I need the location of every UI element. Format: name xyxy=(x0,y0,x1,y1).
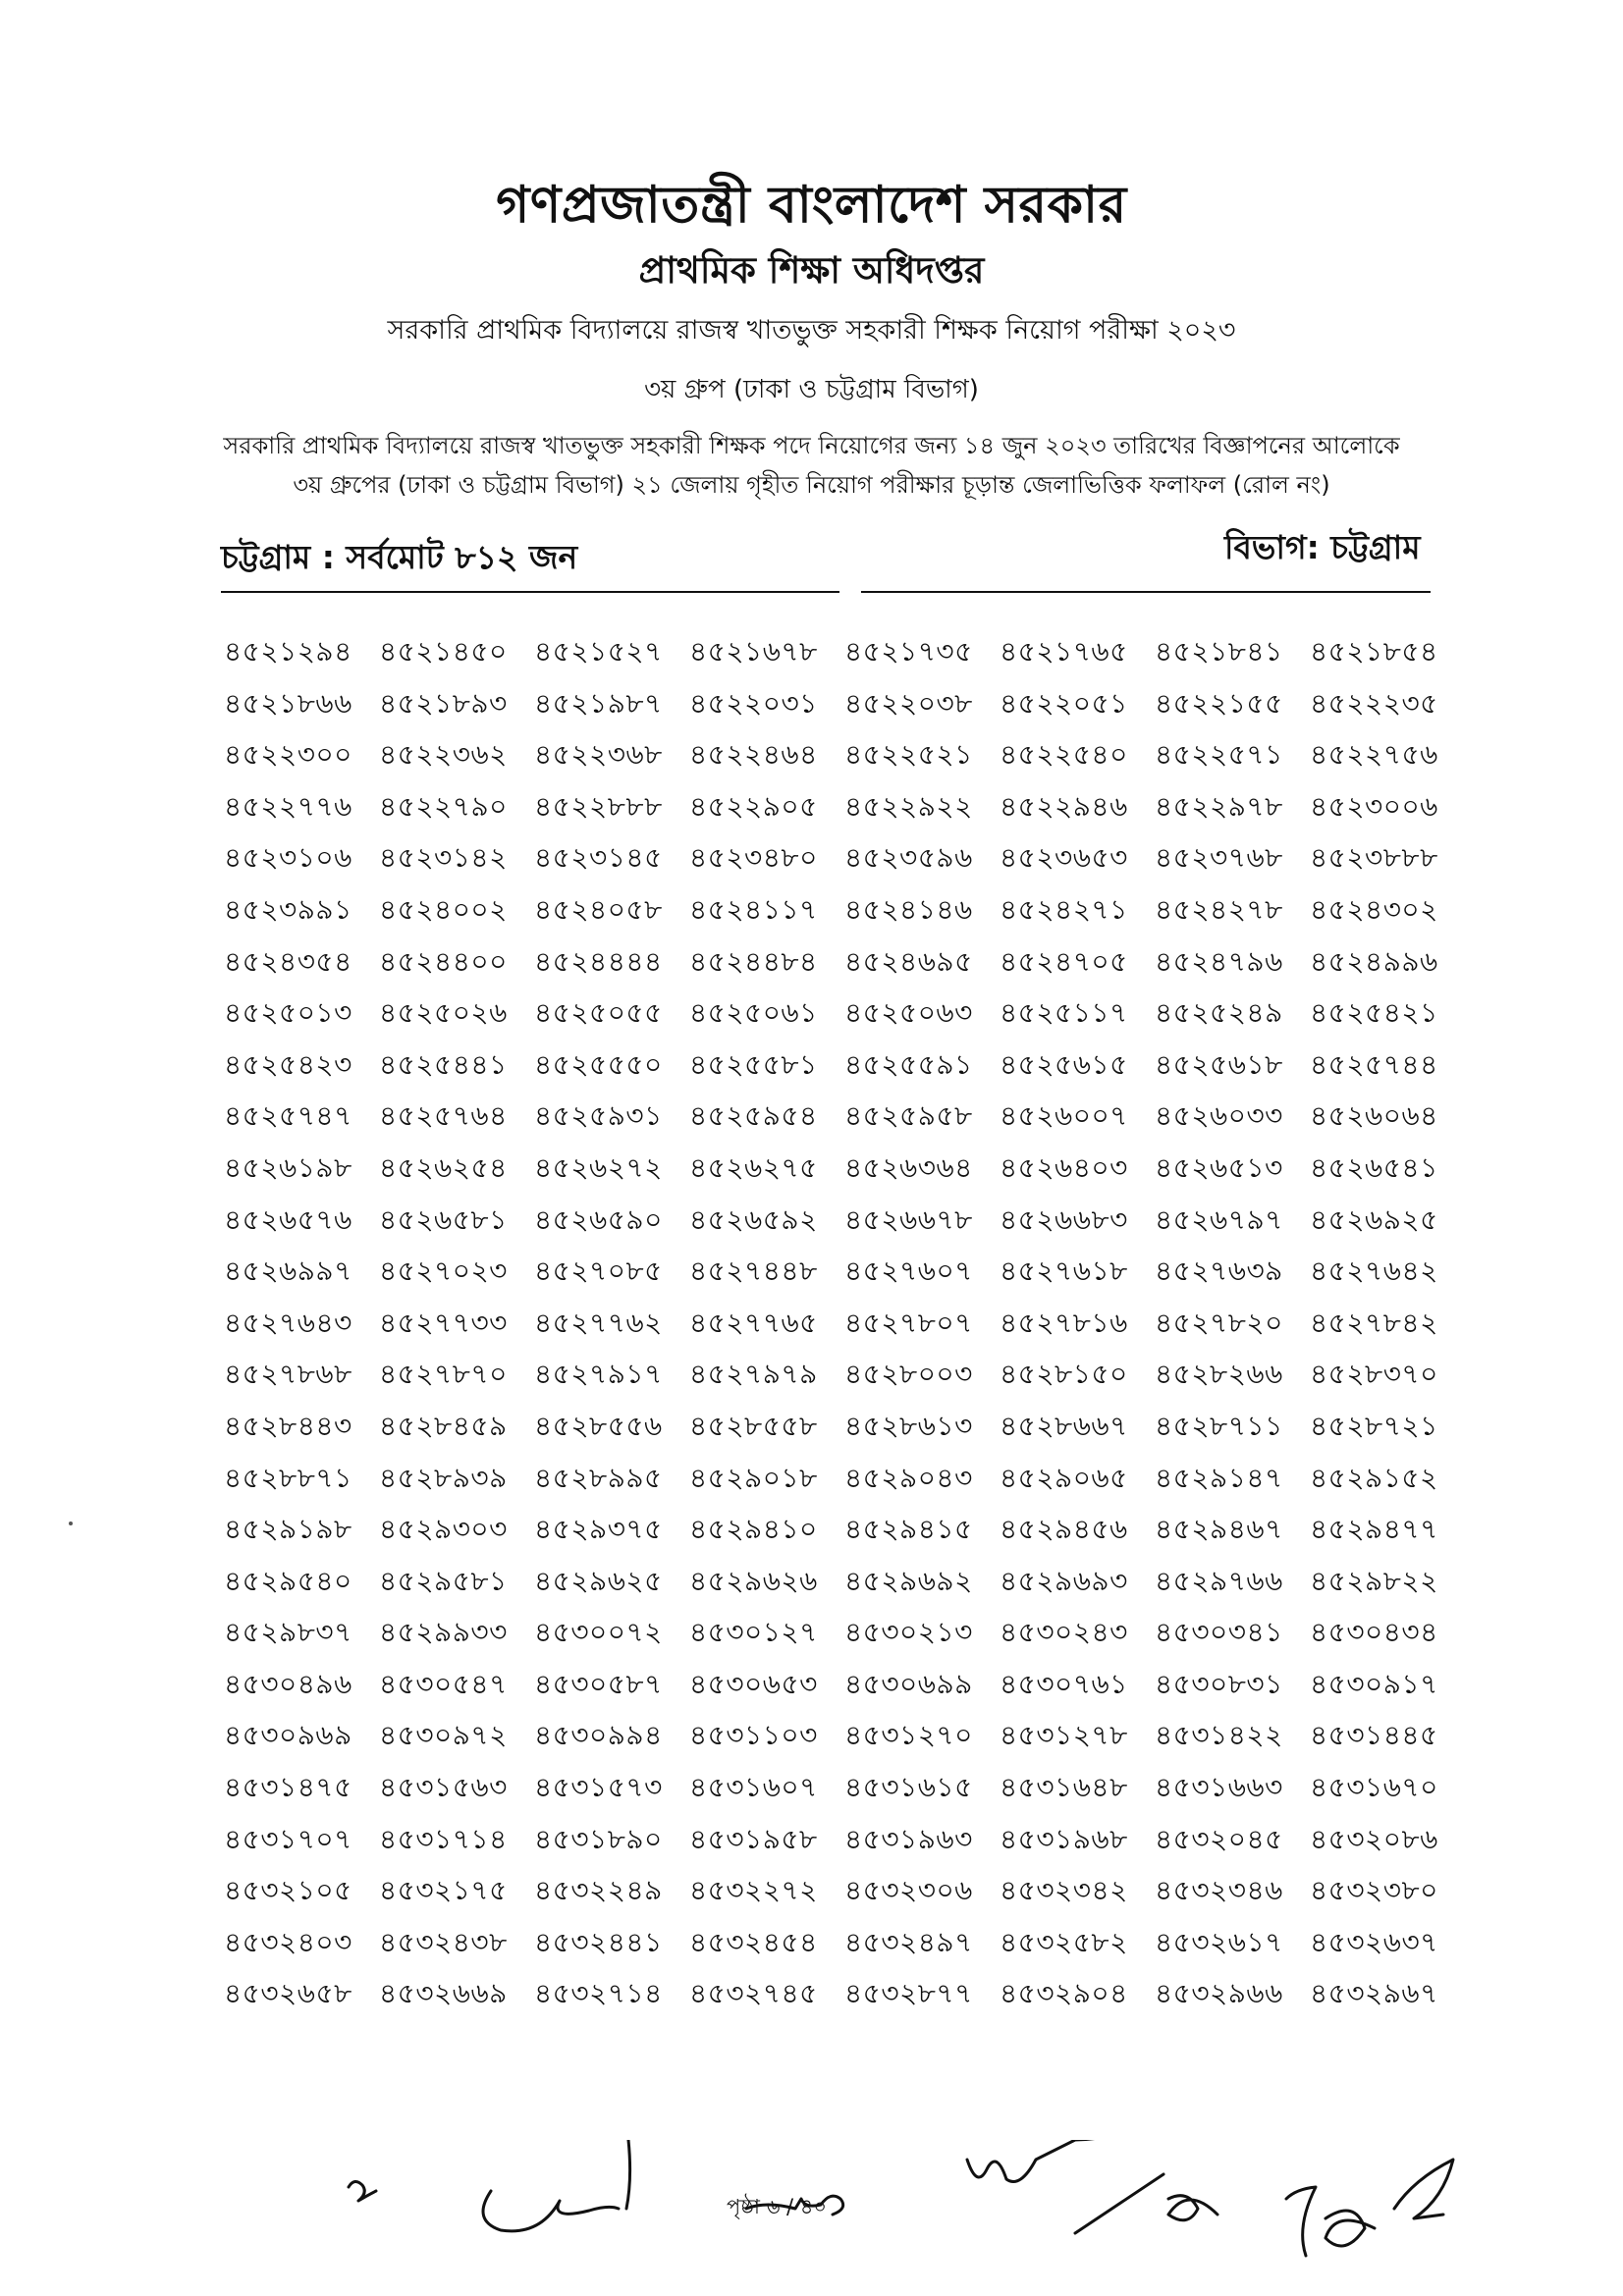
roll-number: ৪৫২৯৩০৩ xyxy=(379,1513,508,1546)
roll-number: ৪৫২৭৪৪৮ xyxy=(689,1255,818,1288)
exam-title: সরকারি প্রাথমিক বিদ্যালয়ে রাজস্ব খাতভুক্ত সহকারী শিক্ষক নিয়োগ পরীক্ষা ২০২৩ xyxy=(387,315,1236,346)
roll-number: ৪৫২৮৮৭১ xyxy=(224,1461,352,1494)
roll-number: ৪৫৩২০৮৬ xyxy=(1310,1822,1438,1855)
roll-number: ৪৫২৬৫১৩ xyxy=(1155,1150,1283,1184)
roll-number: ৪৫৩০২৪৩ xyxy=(1000,1616,1128,1649)
signature-5 xyxy=(1075,2174,1217,2233)
roll-number: ৪৫২৬২৭২ xyxy=(534,1150,663,1184)
roll-number: ৪৫৩২৯৬৬ xyxy=(1155,1977,1283,2010)
roll-number: ৪৫৩০৪৯৬ xyxy=(224,1667,352,1700)
roll-number: ৪৫২২৪৬৪ xyxy=(689,738,818,772)
roll-number: ৪৫২৬০৩৩ xyxy=(1155,1099,1283,1133)
roll-number: ৪৫৩১৬৭০ xyxy=(1310,1771,1438,1804)
roll-number: ৪৫৩১২৭০ xyxy=(844,1719,973,1752)
roll-number: ৪৫২৯৫৪০ xyxy=(224,1564,352,1597)
roll-number: ৪৫২৬৫৪১ xyxy=(1310,1150,1438,1184)
roll-number: ৪৫৩১৮৯০ xyxy=(534,1822,663,1855)
roll-number-grid xyxy=(224,626,1461,2020)
roll-number: ৪৫৩১৪৪৫ xyxy=(1310,1719,1438,1752)
roll-number: ৪৫২৫৫৯১ xyxy=(844,1047,973,1081)
roll-number: ৪৫৩০৬৯৯ xyxy=(844,1667,973,1700)
signature-1 xyxy=(349,2181,376,2201)
department-title: প্রাথমিক শিক্ষা অধিদপ্তর xyxy=(638,249,985,292)
roll-number: ৪৫২৯৪৫৬ xyxy=(1000,1513,1128,1546)
roll-number: ৪৫২৩০০৬ xyxy=(1310,789,1438,823)
roll-number: ৪৫২৮৫৫৬ xyxy=(534,1409,663,1442)
roll-number: ৪৫৩১৬০৭ xyxy=(689,1771,818,1804)
roll-number: ৪৫২৯৬৯৩ xyxy=(1000,1564,1128,1597)
roll-number: ৪৫৩১৯৬৩ xyxy=(844,1822,973,1855)
roll-number: ৪৫২৪৬৯৫ xyxy=(844,944,973,978)
roll-number: ৪৫২৬৩৬৪ xyxy=(844,1150,973,1184)
roll-number: ৪৫২৮৪৪৩ xyxy=(224,1409,352,1442)
roll-number: ৪৫৩২৯৬৭ xyxy=(1310,1977,1438,2010)
roll-number: ৪৫২৭৬৪৩ xyxy=(224,1306,352,1339)
roll-number: ৪৫৩১৫৭৩ xyxy=(534,1771,663,1804)
signature-4 xyxy=(967,2140,1114,2182)
roll-number: ৪৫২৯০৬৫ xyxy=(1000,1461,1128,1494)
roll-number: ৪৫৩২৪৩৮ xyxy=(379,1925,508,1958)
roll-number: ৪৫৩০০৭২ xyxy=(534,1616,663,1649)
roll-number: ৪৫২৪২৭৮ xyxy=(1155,892,1283,926)
roll-number: ৪৫৩০৭৬১ xyxy=(1000,1667,1128,1700)
roll-number: ৪৫২৬৬৮৩ xyxy=(1000,1202,1128,1236)
roll-number: ৪৫৩২৩০৬ xyxy=(844,1874,973,1907)
roll-number: ৪৫২২৩৬৮ xyxy=(534,738,663,772)
roll-number: ৪৫২২০৩১ xyxy=(689,686,818,720)
roll-number: ৪৫২৭৭৬৫ xyxy=(689,1306,818,1339)
roll-number: ৪৫৩১২৭৮ xyxy=(1000,1719,1128,1752)
roll-number: ৪৫৩১৪৭৫ xyxy=(224,1771,352,1804)
roll-number: ৪৫২৯৪৭৭ xyxy=(1310,1513,1438,1546)
roll-number: ৪৫২৩৫৯৬ xyxy=(844,841,973,875)
roll-number: ৪৫৩০৫৮৭ xyxy=(534,1667,663,1700)
roll-number: ৪৫৩২৭৪৫ xyxy=(689,1977,818,2010)
roll-number: ৪৫২৩৬৫৩ xyxy=(1000,841,1128,875)
roll-number: ৪৫২৮৬১৩ xyxy=(844,1409,973,1442)
roll-number: ৪৫২১৬৭৮ xyxy=(689,635,818,667)
roll-number: ৪৫২৭৮৬৮ xyxy=(224,1358,352,1391)
roll-number: ৪৫৩১১০৩ xyxy=(689,1719,818,1752)
roll-number: ৪৫৩০৯৭২ xyxy=(379,1719,508,1752)
roll-number: ৪৫২৩৯৯১ xyxy=(224,892,352,926)
roll-number: ৪৫২৬৫৯২ xyxy=(689,1202,818,1236)
roll-number: ৪৫৩১৯৬৮ xyxy=(1000,1822,1128,1855)
roll-number: ৪৫২৮৪৫৯ xyxy=(379,1409,508,1442)
roll-number: ৪৫৩২৬১৭ xyxy=(1155,1925,1283,1958)
roll-number: ৪৫২২০৫১ xyxy=(1000,686,1128,720)
division-label: বিভাগ: চট্টগ্রাম xyxy=(1224,528,1421,566)
roll-number: ৪৫৩২৪৯৭ xyxy=(844,1925,973,1958)
roll-number: ৪৫৩১৯৫৮ xyxy=(689,1822,818,1855)
roll-number: ৪৫২৭৭৩৩ xyxy=(379,1306,508,1339)
roll-number: ৪৫২২৭৯০ xyxy=(379,789,508,823)
margin-dot xyxy=(69,1522,73,1525)
signature-3 xyxy=(746,2196,843,2215)
roll-number: ৪৫২৯১৪৭ xyxy=(1155,1461,1283,1494)
roll-number: ৪৫২৮০০৩ xyxy=(844,1358,973,1391)
notice-line-2: ৩য় গ্রুপের (ঢাকা ও চট্টগ্রাম বিভাগ) ২১ জেলায় গৃহীত নিয়োগ পরীক্ষার চূড়ান্ত জেলাভিত্তিক ফলাফল (রোল নং) xyxy=(293,471,1330,499)
roll-number: ৪৫২৬০৬৪ xyxy=(1310,1099,1438,1133)
underline-right xyxy=(861,591,1431,593)
roll-number: ৪৫২৪৭৯৬ xyxy=(1155,944,1283,978)
roll-number: ৪৫২৫৯৫৪ xyxy=(689,1099,818,1133)
roll-number: ৪৫২৩১৪৫ xyxy=(534,841,663,875)
roll-number: ৪৫২৪৪০০ xyxy=(379,944,508,978)
roll-number: ৪৫৩১৭০৭ xyxy=(224,1822,352,1855)
roll-number: ৪৫২৬৫৯০ xyxy=(534,1202,663,1236)
roll-number: ৪৫২৯৪৬৭ xyxy=(1155,1513,1283,1546)
roll-number: ৪৫২৯১৫২ xyxy=(1310,1461,1438,1494)
roll-number: ৪৫৩২৪০৩ xyxy=(224,1925,352,1958)
roll-number: ৪৫২৫১১৭ xyxy=(1000,996,1128,1030)
roll-number: ৪৫২২৯৪৬ xyxy=(1000,789,1128,823)
roll-number: ৪৫৩২২৪৯ xyxy=(534,1874,663,1907)
roll-number: ৪৫২৫৭৬৪ xyxy=(379,1099,508,1133)
roll-number: ৪৫২৮৬৬৭ xyxy=(1000,1409,1128,1442)
roll-number: ৪৫২২৯২২ xyxy=(844,789,973,823)
notice-text xyxy=(0,426,1623,505)
roll-number: ৪৫২৯৮২২ xyxy=(1310,1564,1438,1597)
roll-number: ৪৫২৭৬৩৯ xyxy=(1155,1255,1283,1288)
roll-number: ৪৫২৪১১৭ xyxy=(689,892,818,926)
roll-number: ৪৫২৯৪১৫ xyxy=(844,1513,973,1546)
roll-number: ৪৫৩২২৭২ xyxy=(689,1874,818,1907)
roll-number: ৪৫২২৩০০ xyxy=(224,738,352,772)
roll-number: ৪৫৩২০৪৫ xyxy=(1155,1822,1283,1855)
roll-number: ৪৫২৯৭৬৬ xyxy=(1155,1564,1283,1597)
roll-number: ৪৫২৬৭৯৭ xyxy=(1155,1202,1283,1236)
roll-number: ৪৫২৫৫৫০ xyxy=(534,1047,663,1081)
roll-number: ৪৫২৪৯৯৬ xyxy=(1310,944,1438,978)
roll-number: ৪৫২৬২৫৪ xyxy=(379,1150,508,1184)
roll-number: ৪৫২৬৫৭৬ xyxy=(224,1202,352,1236)
roll-number: ৪৫২৫০২৬ xyxy=(379,996,508,1030)
roll-number: ৪৫৩২৬৬৯ xyxy=(379,1977,508,2010)
roll-number: ৪৫৩২৭১৪ xyxy=(534,1977,663,2010)
roll-number: ৪৫২৮১৫০ xyxy=(1000,1358,1128,1391)
page-number: পৃষ্ঠা ৬ / ৪০ xyxy=(727,2195,828,2218)
roll-number: ৪৫২৬৪০৩ xyxy=(1000,1150,1128,1184)
roll-number: ৪৫৩০৩৪১ xyxy=(1155,1616,1283,1649)
roll-number: ৪৫২২৭৫৬ xyxy=(1310,738,1438,772)
roll-number: ৪৫২৭৮৪২ xyxy=(1310,1306,1438,1339)
roll-number: ৪৫২৯৬২৬ xyxy=(689,1564,818,1597)
roll-number: ৪৫২৩১০৬ xyxy=(224,841,352,875)
roll-number: ৪৫২৭০২৩ xyxy=(379,1255,508,1288)
roll-number: ৪৫২২৯০৫ xyxy=(689,789,818,823)
roll-number: ৪৫৩০৪৩৪ xyxy=(1310,1616,1438,1649)
roll-number: ৪৫২৫৪২৩ xyxy=(224,1047,352,1081)
roll-number: ৪৫২২৫৭১ xyxy=(1155,738,1283,772)
roll-number: ৪৫২১৭৩৫ xyxy=(844,635,973,667)
underline-left xyxy=(221,591,839,593)
roll-number: ৪৫২৪০০২ xyxy=(379,892,508,926)
roll-number: ৪৫২১৮৯৩ xyxy=(379,686,508,720)
roll-number: ৪৫২৪৩০২ xyxy=(1310,892,1438,926)
roll-number: ৪৫৩২৪৫৪ xyxy=(689,1925,818,1958)
roll-number: ৪৫২৮২৬৬ xyxy=(1155,1358,1283,1391)
roll-number: ৪৫২৫৪৪১ xyxy=(379,1047,508,1081)
roll-number: ৪৫২৬৯২৫ xyxy=(1310,1202,1438,1236)
roll-number: ৪৫৩২৯০৪ xyxy=(1000,1977,1128,2010)
roll-number: ৪৫২২৫২১ xyxy=(844,738,973,772)
roll-number: ৪৫২১২৯৪ xyxy=(224,635,352,667)
roll-number: ৪৫২১৫২৭ xyxy=(534,635,663,667)
roll-number: ৪৫৩১৭১৪ xyxy=(379,1822,508,1855)
roll-number: ৪৫২৭৬০৭ xyxy=(844,1255,973,1288)
roll-number: ৪৫২১৮৫৪ xyxy=(1310,635,1438,667)
roll-number: ৪৫২৭৮১৬ xyxy=(1000,1306,1128,1339)
roll-number: ৪৫২৫৭৪৭ xyxy=(224,1099,352,1133)
roll-number: ৪৫২৪৭০৫ xyxy=(1000,944,1128,978)
roll-number: ৪৫২৯০১৮ xyxy=(689,1461,818,1494)
roll-number: ৪৫২২১৫৫ xyxy=(1155,686,1283,720)
roll-number: ৪৫২২৫৪০ xyxy=(1000,738,1128,772)
roll-number: ৪৫৩০৯৬৯ xyxy=(224,1719,352,1752)
roll-number: ৪৫৩১৬৪৮ xyxy=(1000,1771,1128,1804)
govt-title: গণপ্রজাতন্ত্রী বাংলাদেশ সরকার xyxy=(496,176,1127,235)
roll-number: ৪৫২৫০১৩ xyxy=(224,996,352,1030)
roll-number: ৪৫২৯৪১০ xyxy=(689,1513,818,1546)
signature-6 xyxy=(1286,2160,1453,2256)
roll-number: ৪৫২৩১৪২ xyxy=(379,841,508,875)
roll-number: ৪৫২৯৯৩৩ xyxy=(379,1616,508,1649)
roll-number: ৪৫২১৯৮৭ xyxy=(534,686,663,720)
roll-number: ৪৫৩২৫৮২ xyxy=(1000,1925,1128,1958)
roll-number: ৪৫২৫২৪৯ xyxy=(1155,996,1283,1030)
roll-number: ৪৫২৫৬১৮ xyxy=(1155,1047,1283,1081)
roll-number: ৪৫২৩৮৮৮ xyxy=(1310,841,1438,875)
roll-number: ৪৫২৫০৬১ xyxy=(689,996,818,1030)
roll-number: ৪৫২৪২৭১ xyxy=(1000,892,1128,926)
roll-number: ৪৫২৬৬৭৮ xyxy=(844,1202,973,1236)
district-total: চট্টগ্রাম : সর্বমোট ৮১২ জন xyxy=(221,538,578,576)
roll-number: ৪৫২৯০৪৩ xyxy=(844,1461,973,1494)
roll-number: ৪৫২৪০৫৮ xyxy=(534,892,663,926)
roll-number: ৪৫৩০৯১৭ xyxy=(1310,1667,1438,1700)
roll-number: ৪৫২৭০৮৫ xyxy=(534,1255,663,1288)
roll-number: ৪৫২৬২৭৫ xyxy=(689,1150,818,1184)
roll-number: ৪৫২২৮৮৮ xyxy=(534,789,663,823)
roll-number: ৪৫২৩৭৬৮ xyxy=(1155,841,1283,875)
roll-number: ৪৫৩২১৭৫ xyxy=(379,1874,508,1907)
roll-number: ৪৫২৭৯১৭ xyxy=(534,1358,663,1391)
roll-number: ৪৫২৬৫৮১ xyxy=(379,1202,508,1236)
roll-number: ৪৫২৭৯৭৯ xyxy=(689,1358,818,1391)
roll-number: ৪৫৩০৯৯৪ xyxy=(534,1719,663,1752)
signature-2 xyxy=(483,2140,630,2231)
roll-number: ৪৫২৮৭১১ xyxy=(1155,1409,1283,1442)
roll-number: ৪৫২৫৭৪৪ xyxy=(1310,1047,1438,1081)
notice-line-1: সরকারি প্রাথমিক বিদ্যালয়ে রাজস্ব খাতভুক্ত সহকারী শিক্ষক পদে নিয়োগের জন্য ১৪ জুন ২০২৩ তারিখের বিজ্ঞাপনের আলোকে xyxy=(223,432,1400,459)
roll-number: ৪৫২৮৯৩৯ xyxy=(379,1461,508,1494)
roll-number: ৪৫২৪৩৫৪ xyxy=(224,944,352,978)
roll-number: ৪৫৩১৪২২ xyxy=(1155,1719,1283,1752)
roll-number: ৪৫২৫০৬৩ xyxy=(844,996,973,1030)
roll-number: ৪৫২৭৭৬২ xyxy=(534,1306,663,1339)
roll-number: ৪৫২১৮৬৬ xyxy=(224,686,352,720)
roll-number: ৪৫৩০৬৫৩ xyxy=(689,1667,818,1700)
roll-number: ৪৫৩০২১৩ xyxy=(844,1616,973,1649)
roll-number: ৪৫২৬০০৭ xyxy=(1000,1099,1128,1133)
roll-number: ৪৫২৫৪২১ xyxy=(1310,996,1438,1030)
roll-number: ৪৫২৭৮২০ xyxy=(1155,1306,1283,1339)
roll-number: ৪৫২২৯৭৮ xyxy=(1155,789,1283,823)
roll-number: ৪৫২৪৪৪৪ xyxy=(534,944,663,978)
roll-number: ৪৫৩২৬৫৮ xyxy=(224,1977,352,2010)
roll-number: ৪৫২৬৯৯৭ xyxy=(224,1255,352,1288)
roll-number: ৪৫৩০১২৭ xyxy=(689,1616,818,1649)
roll-number: ৪৫২৫৯৫৮ xyxy=(844,1099,973,1133)
roll-number: ৪৫২২২৩৫ xyxy=(1310,686,1438,720)
roll-number: ৪৫২৯৮৩৭ xyxy=(224,1616,352,1649)
roll-number: ৪৫২২৭৭৬ xyxy=(224,789,352,823)
roll-number: ৪৫২৮৯৯৫ xyxy=(534,1461,663,1494)
roll-number: ৪৫৩২৮৭৭ xyxy=(844,1977,973,2010)
roll-number: ৪৫২৫০৫৫ xyxy=(534,996,663,1030)
roll-number: ৪৫২৭৬১৮ xyxy=(1000,1255,1128,1288)
roll-number: ৪৫২১৮৪১ xyxy=(1155,635,1283,667)
roll-number: ৪৫২৭৮০৭ xyxy=(844,1306,973,1339)
roll-number: ৪৫৩১৬৬৩ xyxy=(1155,1771,1283,1804)
roll-number: ৪৫২৫৬১৫ xyxy=(1000,1047,1128,1081)
roll-number: ৪৫২৭৬৪২ xyxy=(1310,1255,1438,1288)
group-title: ৩য় গ্রুপ (ঢাকা ও চট্টগ্রাম বিভাগ) xyxy=(644,375,979,404)
roll-number: ৪৫৩২৩৪৬ xyxy=(1155,1874,1283,1907)
roll-number: ৪৫২৪৪৮৪ xyxy=(689,944,818,978)
roll-number: ৪৫২৬১৯৮ xyxy=(224,1150,352,1184)
roll-number: ৪৫২৮৫৫৮ xyxy=(689,1409,818,1442)
roll-number: ৪৫৩১৬১৫ xyxy=(844,1771,973,1804)
roll-number: ৪৫২৮৩৭০ xyxy=(1310,1358,1438,1391)
roll-number: ৪৫৩২৩৮০ xyxy=(1310,1874,1438,1907)
roll-number: ৪৫২৯৩৭৫ xyxy=(534,1513,663,1546)
roll-number: ৪৫২৩৪৮০ xyxy=(689,841,818,875)
roll-number: ৪৫২৯৬২৫ xyxy=(534,1564,663,1597)
roll-number: ৪৫৩২৪৪১ xyxy=(534,1925,663,1958)
roll-number: ৪৫২২০৩৮ xyxy=(844,686,973,720)
roll-number: ৪৫২৯১৯৮ xyxy=(224,1513,352,1546)
roll-number: ৪৫৩২৬৩৭ xyxy=(1310,1925,1438,1958)
roll-number: ৪৫২৯৫৮১ xyxy=(379,1564,508,1597)
roll-number: ৪৫৩১৫৬৩ xyxy=(379,1771,508,1804)
roll-number: ৪৫২৯৬৯২ xyxy=(844,1564,973,1597)
roll-number: ৪৫২১৪৫০ xyxy=(379,635,508,667)
roll-number: ৪৫২৫৫৮১ xyxy=(689,1047,818,1081)
roll-number: ৪৫২৫৯৩১ xyxy=(534,1099,663,1133)
roll-number: ৪৫২৪১৪৬ xyxy=(844,892,973,926)
roll-number: ৪৫২২৩৬২ xyxy=(379,738,508,772)
roll-number: ৪৫৩২১০৫ xyxy=(224,1874,352,1907)
roll-number: ৪৫২৮৭২১ xyxy=(1310,1409,1438,1442)
roll-number: ৪৫২১৭৬৫ xyxy=(1000,635,1128,667)
roll-number: ৪৫৩২৩৪২ xyxy=(1000,1874,1128,1907)
roll-number: ৪৫২৭৮৭০ xyxy=(379,1358,508,1391)
roll-number: ৪৫৩০৫৪৭ xyxy=(379,1667,508,1700)
signatures xyxy=(0,2140,1623,2296)
roll-number: ৪৫৩০৮৩১ xyxy=(1155,1667,1283,1700)
